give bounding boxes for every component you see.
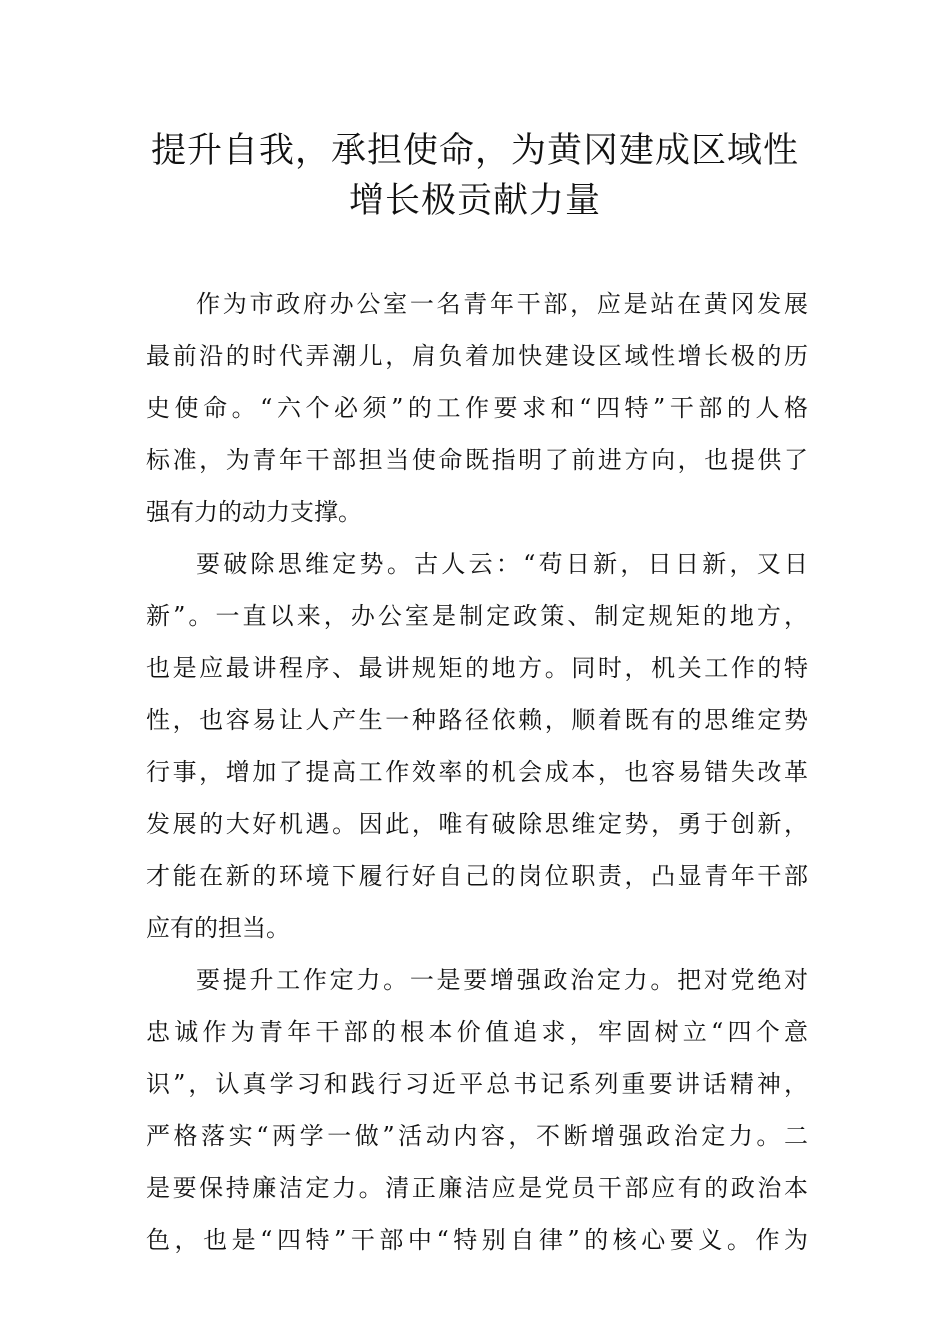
- paragraph-line: 史使命。“六个必须”的工作要求和“四特”干部的人格: [146, 394, 808, 422]
- document-title: [120, 126, 830, 226]
- paragraph: [146, 538, 808, 954]
- title-line: 提升自我，承担使命，为黄冈建成区域性: [150, 131, 799, 171]
- paragraph-line: 性，也容易让人产生一种路径依赖，顺着既有的思维定势: [146, 706, 808, 734]
- paragraph-line: 识”，认真学习和践行习近平总书记系列重要讲话精神，: [146, 1070, 808, 1098]
- paragraph-line: 行事，增加了提高工作效率的机会成本，也容易错失改革: [146, 758, 808, 786]
- paragraph-line: 是要保持廉洁定力。清正廉洁应是党员干部应有的政治本: [146, 1174, 808, 1202]
- paragraph-line: 作为市政府办公室一名青年干部，应是站在黄冈发展: [196, 290, 808, 318]
- paragraph-line: 要破除思维定势。古人云：“苟日新，日日新，又日: [196, 550, 808, 578]
- paragraph-line: 也是应最讲程序、最讲规矩的地方。同时，机关工作的特: [146, 654, 808, 682]
- paragraph-line: 强有力的动力支撑。: [146, 498, 362, 526]
- title-line: 增长极贡献力量: [348, 181, 601, 221]
- paragraph-line: 严格落实“两学一做”活动内容，不断增强政治定力。二: [146, 1122, 808, 1150]
- paragraph-line: 最前沿的时代弄潮儿，肩负着加快建设区域性增长极的历: [146, 342, 808, 370]
- paragraph: [146, 954, 808, 1266]
- paragraph-line: 色，也是“四特”干部中“特别自律”的核心要义。作为: [146, 1226, 808, 1254]
- paragraph-line: 新”。一直以来，办公室是制定政策、制定规矩的地方，: [146, 602, 808, 630]
- paragraph-line: 应有的担当。: [146, 914, 290, 942]
- paragraph-line: 要提升工作定力。一是要增强政治定力。把对党绝对: [196, 966, 808, 994]
- paragraph-line: 才能在新的环境下履行好自己的岗位职责，凸显青年干部: [146, 862, 808, 890]
- paragraph-line: 发展的大好机遇。因此，唯有破除思维定势，勇于创新，: [146, 810, 808, 838]
- paragraph-line: 忠诚作为青年干部的根本价值追求，牢固树立“四个意: [146, 1018, 808, 1046]
- document-body: [146, 278, 808, 1266]
- paragraph-line: 标准，为青年干部担当使命既指明了前进方向，也提供了: [146, 446, 808, 474]
- paragraph: [146, 278, 808, 538]
